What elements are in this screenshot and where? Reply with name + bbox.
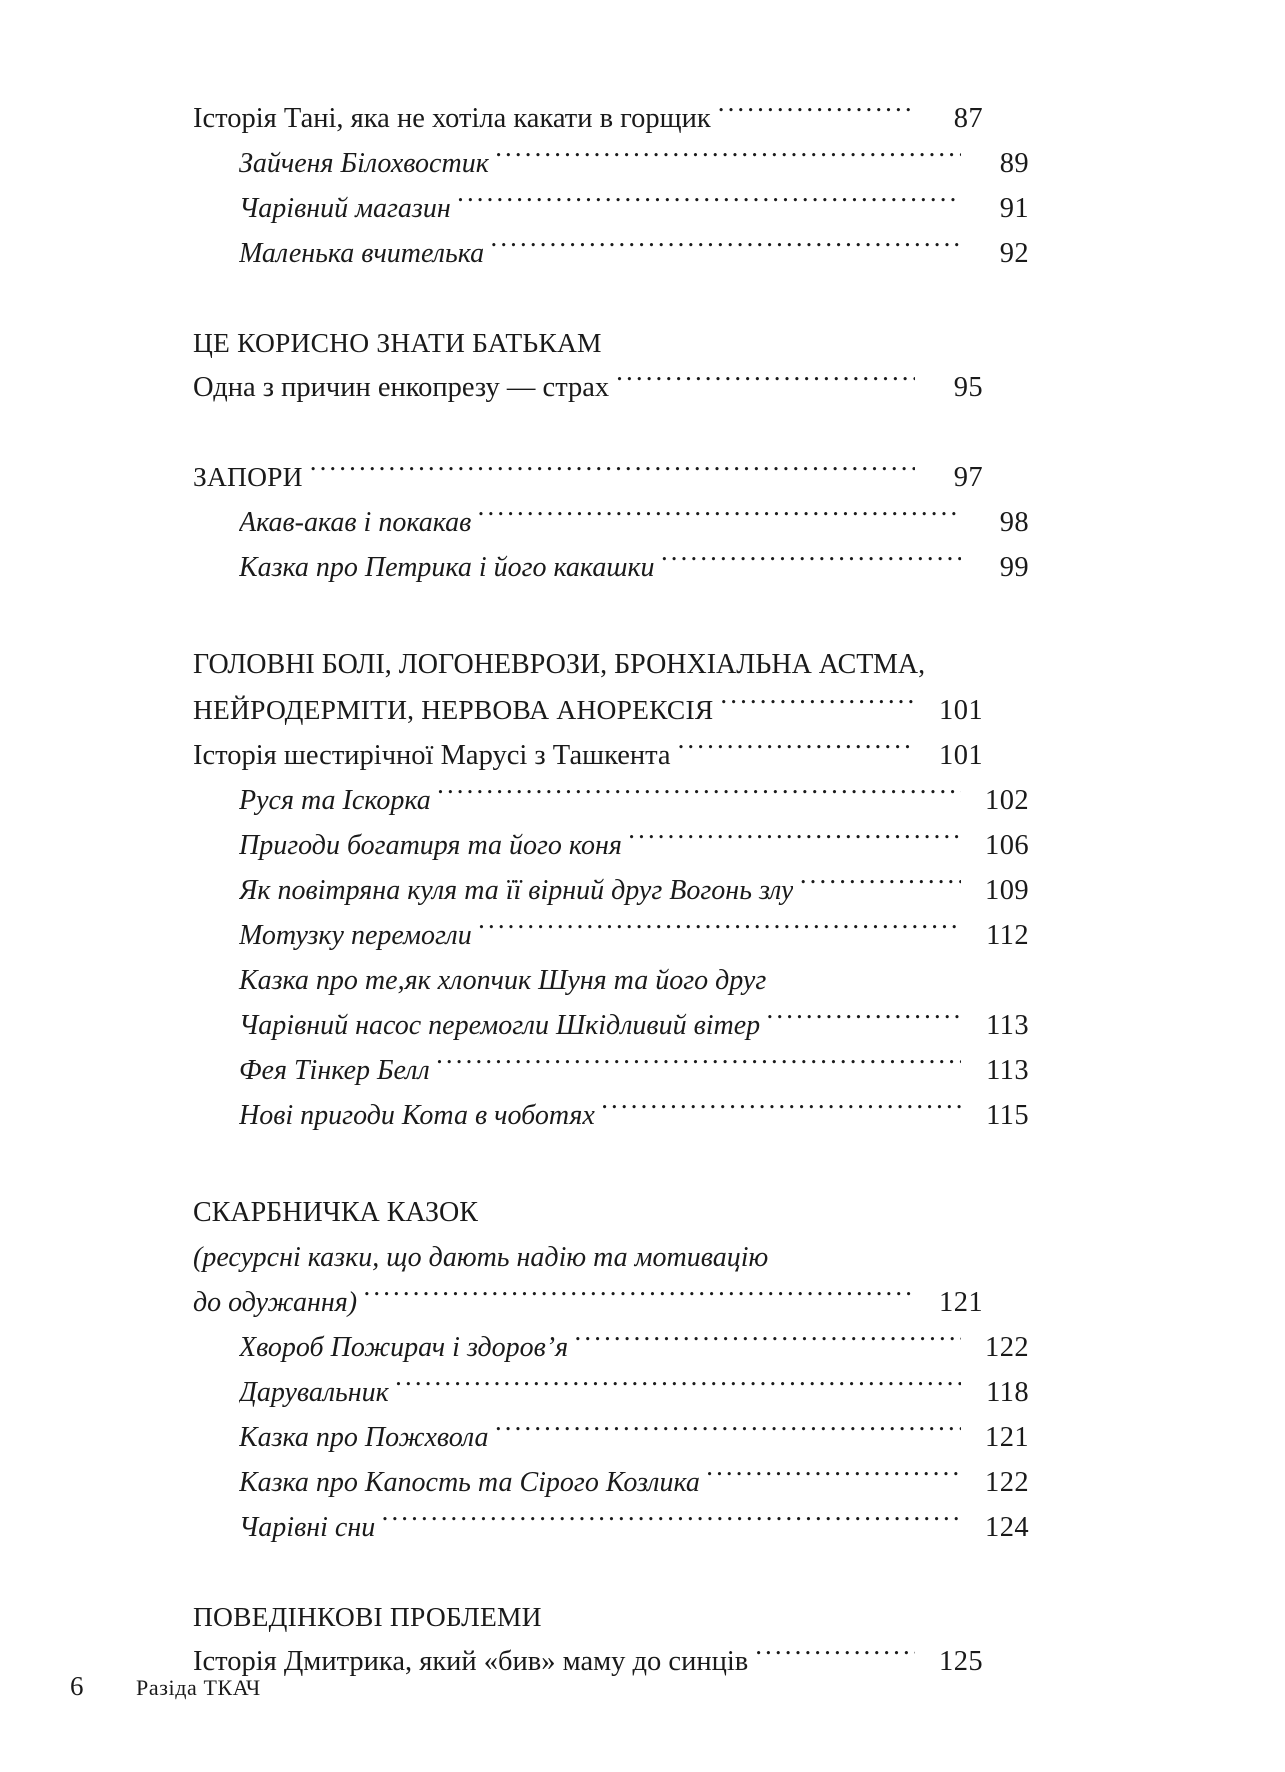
toc-entry[interactable] (193, 231, 1029, 276)
toc-entry-page: 89 (999, 148, 1029, 179)
toc-entry-page: 97 (953, 462, 983, 493)
dot-leader (478, 503, 961, 531)
dot-leader (575, 1328, 961, 1356)
dot-leader (496, 1418, 961, 1446)
group-spacer (193, 1138, 983, 1190)
toc-entry-page: 122 (985, 1332, 1029, 1363)
toc-entry[interactable] (193, 1505, 1029, 1550)
toc-entry-page: 125 (939, 1646, 983, 1677)
toc-group (193, 1594, 983, 1684)
toc-entry-title: Фея Тінкер Белл (239, 1055, 430, 1086)
toc-entry-title: Хвороб Пожирач і здоров’я (239, 1332, 569, 1363)
toc-entry-title: Пригоди богатиря та його коня (239, 830, 622, 861)
toc-entry[interactable] (193, 1370, 1029, 1415)
toc-entry-title: до одужання) (193, 1287, 358, 1318)
dot-leader (755, 1642, 915, 1671)
toc-entry-page: 87 (953, 103, 983, 134)
toc-entry[interactable] (193, 1325, 1029, 1370)
toc-section-heading[interactable] (193, 454, 983, 500)
toc-entry[interactable] (193, 1415, 1029, 1460)
dot-leader (678, 736, 915, 765)
toc-section-heading-line1: СКАРБНИЧКА КАЗОК (193, 1197, 478, 1228)
toc-entry-page: 98 (999, 507, 1029, 538)
page-footer (70, 1671, 261, 1702)
dot-leader (707, 1463, 961, 1491)
toc-entry-title: Чарівний насос перемогли Шкідливий вітер (239, 1010, 761, 1041)
dot-leader (364, 1283, 915, 1311)
toc-entry[interactable] (193, 1048, 1029, 1093)
dot-leader (458, 189, 961, 217)
dot-leader (662, 548, 961, 576)
toc-entry-page: 121 (939, 1287, 983, 1318)
toc-entry-title: Чарівні сни (239, 1512, 376, 1543)
toc-entry-title: Казка про Пожхвола (239, 1422, 489, 1453)
dot-leader (800, 871, 961, 899)
toc-entry-title: Маленька вчителька (239, 238, 485, 269)
toc-entry-title: НЕЙРОДЕРМІТИ, НЕРВОВА АНОРЕКСІЯ (193, 694, 714, 725)
toc-entry[interactable] (193, 868, 1029, 913)
toc-entry-title: ПОВЕДІНКОВІ ПРОБЛЕМИ (193, 1601, 542, 1632)
toc-section-heading[interactable] (193, 687, 983, 733)
toc-section-subtitle-line1: (ресурсні казки, що дають надію та мотивацію (193, 1242, 769, 1273)
toc-entry-page: 122 (985, 1467, 1029, 1498)
toc-entry[interactable] (193, 1093, 1029, 1138)
dot-leader (479, 916, 961, 944)
toc-entry[interactable] (193, 365, 983, 410)
toc-entry-page: 113 (986, 1055, 1029, 1086)
toc-entry[interactable] (193, 1639, 983, 1684)
dot-leader (496, 144, 961, 172)
dot-leader (767, 1006, 961, 1034)
dot-leader (382, 1508, 961, 1536)
group-spacer (193, 410, 983, 454)
toc-entry-wrapped-line: Казка про те,як хлопчик Шуня та його друг (239, 965, 767, 996)
toc-entry-page: 106 (985, 830, 1029, 861)
group-spacer (193, 1550, 983, 1594)
toc-entry[interactable] (193, 186, 1029, 231)
toc-entry-title: Руся та Іскорка (239, 785, 431, 816)
toc-entry-title: Казка про Петрика і його какашки (239, 552, 655, 583)
toc-entry-title: Одна з причин енкопрезу — страх (193, 372, 610, 403)
toc-entry-page: 112 (986, 920, 1029, 951)
toc-entry[interactable] (193, 778, 1029, 823)
toc-entry-page: 124 (985, 1512, 1029, 1543)
toc-group (193, 96, 1029, 276)
group-spacer (193, 276, 983, 320)
dot-leader (310, 458, 915, 487)
toc-entry[interactable] (193, 1003, 1029, 1048)
toc-entry-title: Чарівний магазин (239, 193, 451, 224)
dot-leader (720, 691, 915, 720)
toc-entry-page: 101 (939, 740, 983, 771)
toc-section-heading (193, 1594, 983, 1639)
toc-entry-title: Казка про Капость та Сірого Козлика (239, 1467, 700, 1498)
toc-entry-page: 121 (985, 1422, 1029, 1453)
toc-entry-title: Зайченя Білохвостик (239, 148, 489, 179)
toc-entry-page: 99 (999, 552, 1029, 583)
toc-entry-page: 115 (986, 1100, 1029, 1131)
toc-group (193, 454, 1029, 590)
toc-entry-page: 109 (985, 875, 1029, 906)
toc-entry-title: Історія Дмитрика, який «бив» маму до синців (193, 1646, 749, 1677)
toc-entry-title: Як повітряна куля та її вірний друг Вогонь злу (239, 875, 794, 906)
toc-entry-page: 118 (986, 1377, 1029, 1408)
toc-entry-title: Історія Тані, яка не хотіла какати в горщик (193, 103, 711, 134)
toc-section-heading-line1: ГОЛОВНІ БОЛІ, ЛОГОНЕВРОЗИ, БРОНХІАЛЬНА АСТМА, (193, 649, 926, 680)
toc-entry-page: 101 (939, 695, 983, 726)
toc-entry[interactable] (193, 141, 1029, 186)
toc-entry-page: 91 (999, 193, 1029, 224)
toc-entry-title: Нові пригоди Кота в чоботях (239, 1100, 595, 1131)
toc-entry-title: Історія шестирічної Марусі з Ташкента (193, 740, 671, 771)
toc-entry-title: Мотузку перемогли (239, 920, 472, 951)
toc-entry[interactable] (193, 733, 983, 778)
dot-leader (718, 99, 915, 128)
toc-entry[interactable] (193, 823, 1029, 868)
group-spacer (193, 590, 983, 642)
toc-entry[interactable] (193, 913, 1029, 958)
toc-group (193, 1190, 1029, 1550)
running-author: Разіда ТКАЧ (136, 1675, 261, 1700)
dot-leader (629, 826, 961, 854)
table-of-contents (193, 96, 1029, 1684)
toc-entry[interactable] (193, 96, 983, 141)
dot-leader (437, 1051, 961, 1079)
toc-entry-page: 113 (986, 1010, 1029, 1041)
toc-entry-title: ЦЕ КОРИСНО ЗНАТИ БАТЬКАМ (193, 327, 602, 358)
toc-entry[interactable] (193, 545, 1029, 590)
toc-group (193, 642, 1029, 1138)
dot-leader (438, 781, 961, 809)
toc-section-heading (193, 320, 983, 365)
toc-entry-title: ЗАПОРИ (193, 461, 303, 492)
toc-entry[interactable] (193, 1460, 1029, 1505)
toc-entry-page: 92 (999, 238, 1029, 269)
dot-leader (491, 234, 961, 262)
toc-entry[interactable] (193, 1280, 983, 1325)
toc-entry-page: 95 (953, 372, 983, 403)
toc-group (193, 320, 983, 410)
dot-leader (396, 1373, 961, 1401)
folio-number: 6 (70, 1671, 84, 1701)
toc-entry-title: Акав-акав і покакав (239, 507, 472, 538)
dot-leader (602, 1096, 961, 1124)
toc-entry[interactable] (193, 500, 1029, 545)
toc-entry-title: Дарувальник (239, 1377, 389, 1408)
dot-leader (616, 368, 915, 397)
toc-entry-page: 102 (985, 785, 1029, 816)
